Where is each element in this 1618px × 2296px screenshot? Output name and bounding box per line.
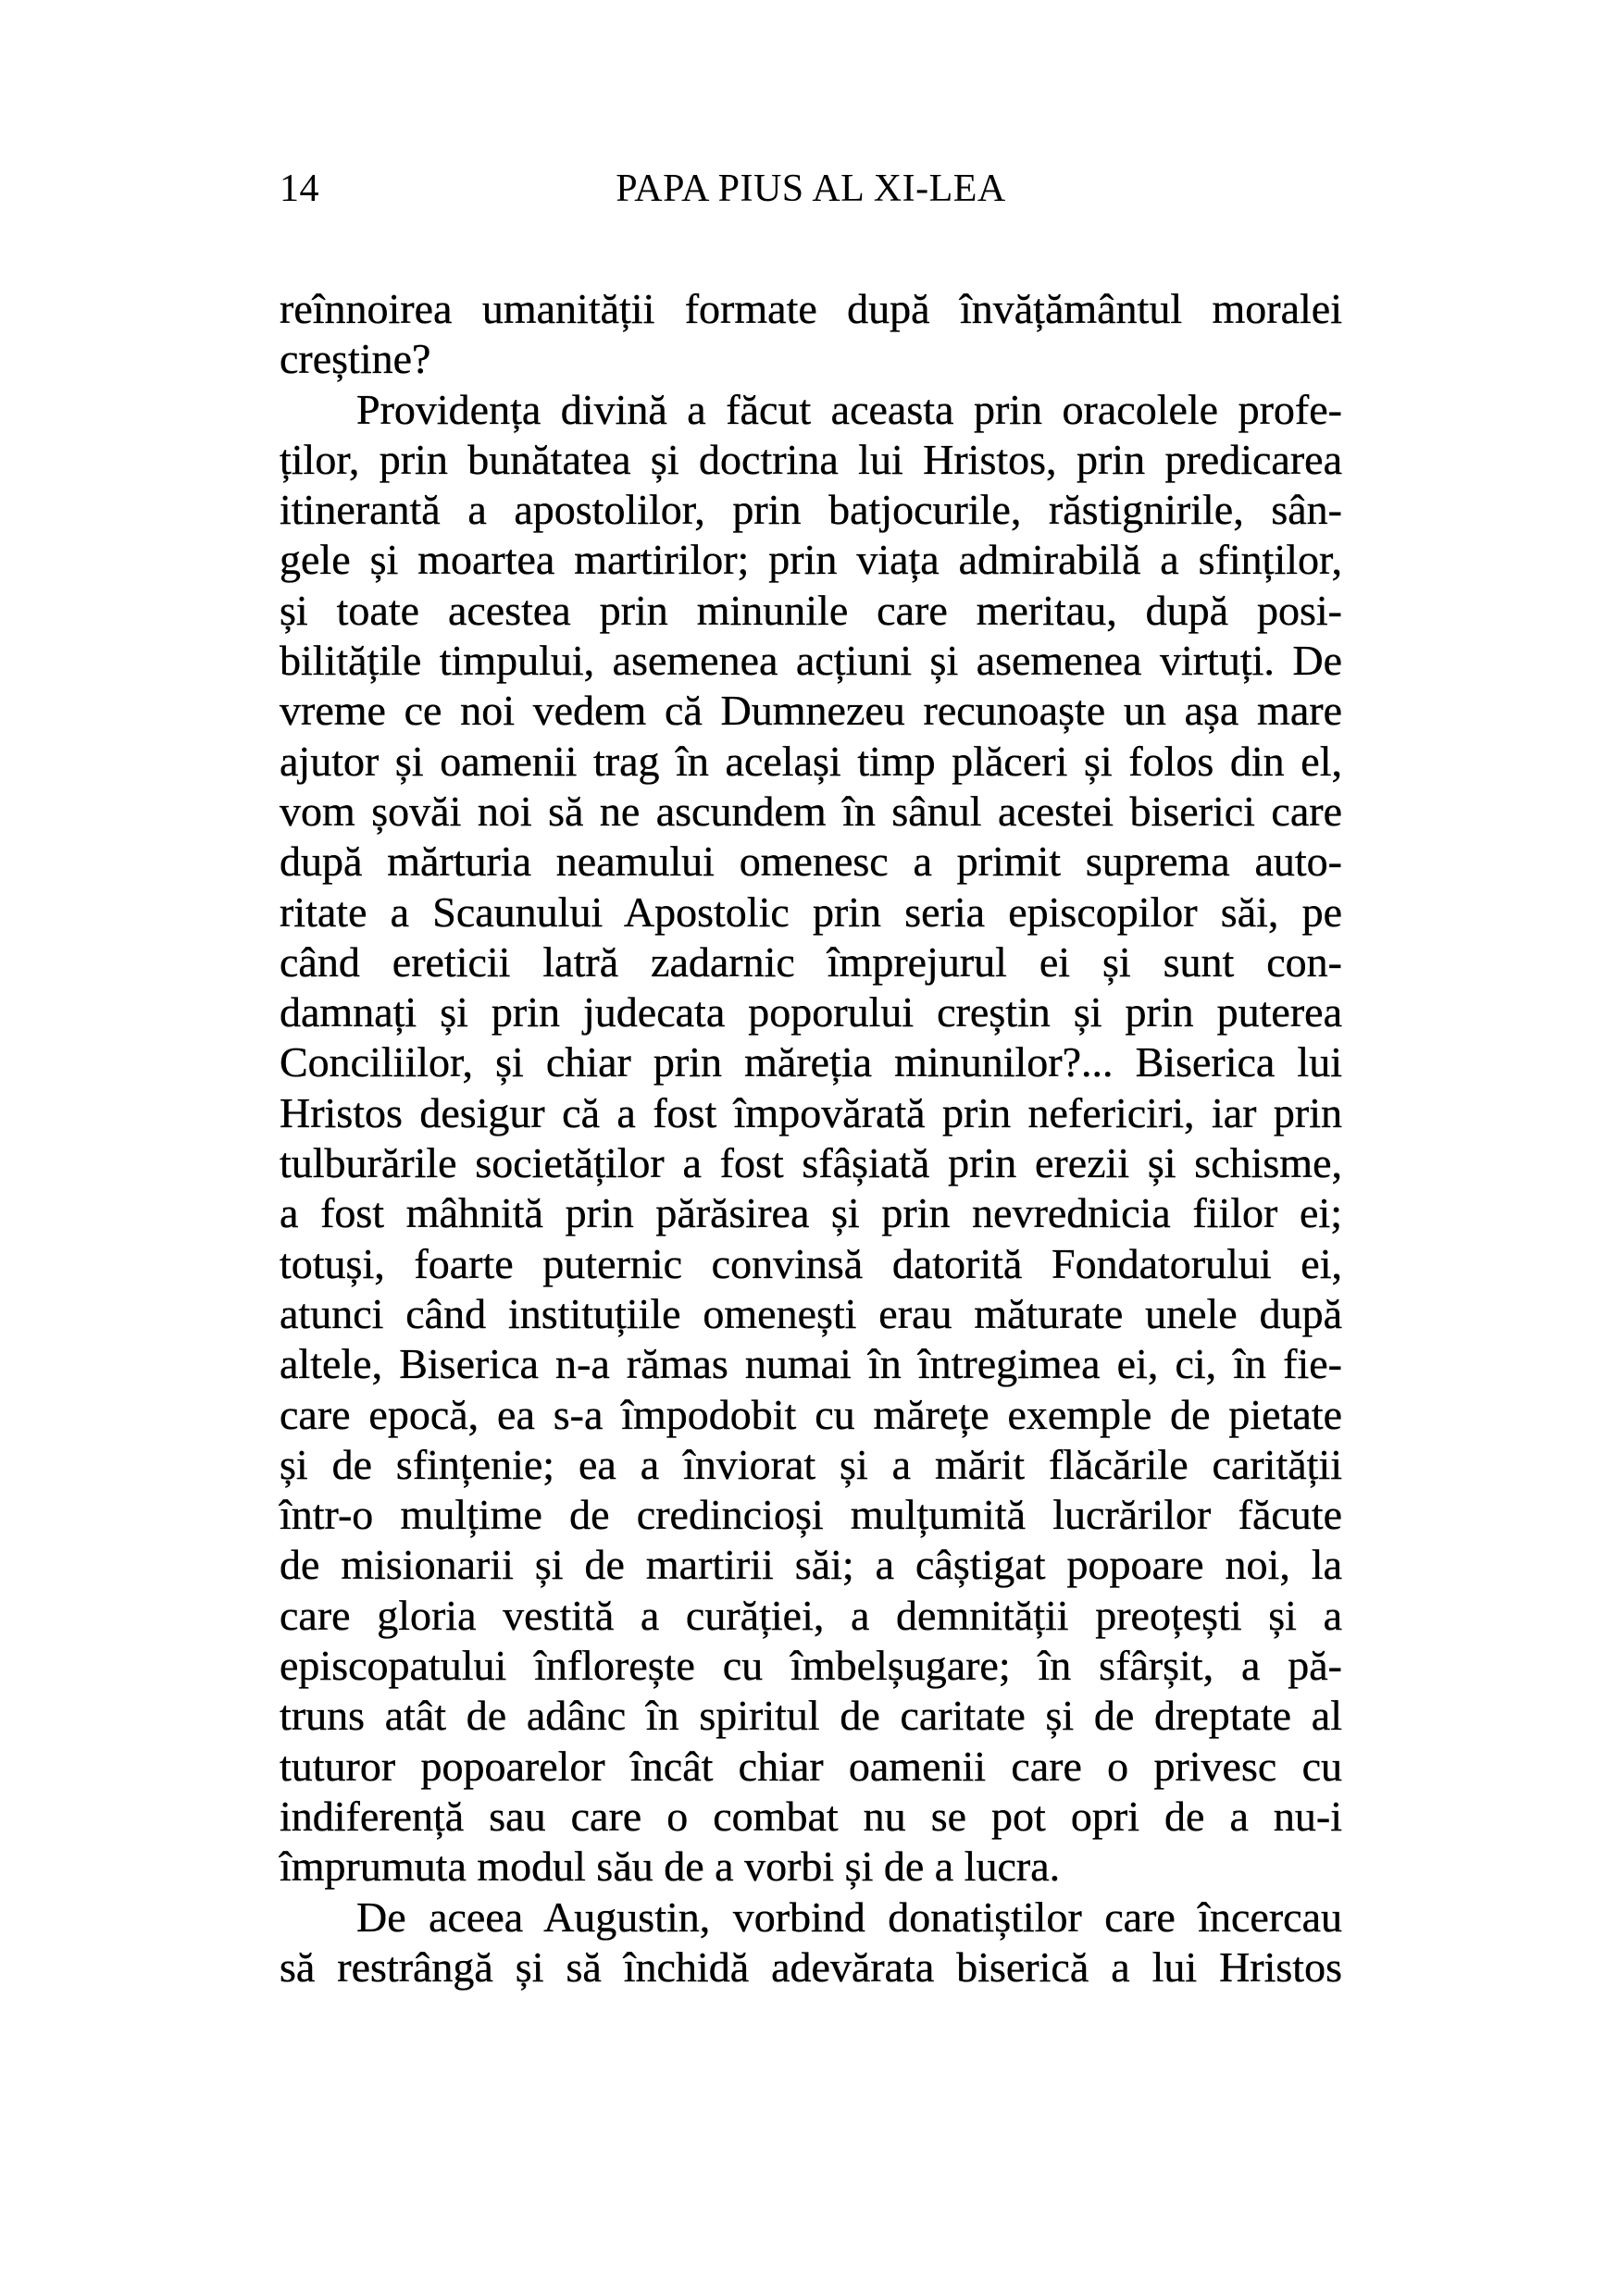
text-line: într-o mulțime de credincioși mulțumită lucrărilor făcute [280,1491,1342,1539]
text-line: de misionarii și de martirii săi; a câștigat popoare noi, la [280,1541,1342,1589]
text-line: tuturor popoarelor încât chiar oamenii care o privesc cu [280,1742,1342,1790]
text-line: vreme ce noi vedem că Dumnezeu recunoaște un așa mare [280,687,1342,735]
page-text [280,284,1342,1992]
text-line: Conciliilor, și chiar prin măreția minunilor?... Biserica lui [280,1038,1342,1086]
text-line: vom șovăi noi să ne ascundem în sânul acestei biserici care [280,787,1342,835]
text-line: altele, Biserica n-a rămas numai în întregimea ei, ci, în fie- [280,1340,1342,1388]
text-line: când ereticii latră zadarnic împrejurul ei și sunt con- [280,937,1342,986]
text-line: și toate acestea prin minunile care meritau, după posi- [280,586,1342,634]
text-line: episcopatului înflorește cu îmbelșugare; în sfârșit, a pă- [280,1642,1342,1690]
text-line: după mărturia neamului omenesc a primit suprema auto- [280,838,1342,886]
text-line: truns atât de adânc în spiritul de caritate și de dreptate al [280,1692,1342,1740]
text-line: și de sfințenie; ea a înviorat și a mărit flăcările carității [280,1440,1342,1488]
text-line: ajutor și oamenii trag în același timp plăceri și folos din el, [280,737,1342,785]
running-header-title: PAPA PIUS AL XI-LEA [616,168,1006,210]
text-line: bilitățile timpului, asemenea acțiuni și asemenea virtuți. De [280,637,1342,685]
page-number: 14 [280,168,319,210]
text-line: tulburările societăților a fost sfâșiată prin erezii și schisme, [280,1139,1342,1187]
text-line: totuși, foarte puternic convinsă datorită Fondatorului ei, [280,1239,1342,1287]
text-line: atunci când instituțiile omenești erau măturate unele după [280,1289,1342,1337]
text-line: ritate a Scaunului Apostolic prin seria episcopilor săi, pe [280,887,1342,936]
text-line: să restrângă și să închidă adevărata biserică a lui Hristos [280,1942,1342,1991]
text-line: ților, prin bunătatea și doctrina lui Hristos, prin predicarea [280,435,1342,483]
text-line: Providența divină a făcut aceasta prin oracolele profe- [356,385,1342,433]
text-line: itinerantă a apostolilor, prin batjocurile, răstignirile, sân- [280,486,1342,534]
running-header [280,167,1342,211]
text-line: reînnoirea umanității formate după învățământul moralei [280,285,1342,332]
text-line: împrumuta modul său de a vorbi și de a lucra. [280,1843,1061,1891]
text-line: De aceea Augustin, vorbind donatiștilor care încercau [356,1893,1342,1941]
text-line: creștine? [280,335,431,383]
text-line: a fost mâhnită prin părăsirea și prin nevrednicia fiilor ei; [280,1189,1342,1237]
text-line: indiferență sau care o combat nu se pot opri de a nu-i [280,1792,1342,1840]
text-line: Hristos desigur că a fost împovărată prin nefericiri, iar prin [280,1088,1342,1136]
text-line: care epocă, ea s-a împodobit cu mărețe exemple de pietate [280,1390,1342,1438]
text-line: gele și moartea martirilor; prin viața admirabilă a sfinților, [280,536,1342,584]
text-line: damnați și prin judecata poporului creștin și prin puterea [280,988,1342,1036]
text-line: care gloria vestită a curăției, a demnității preoțești și a [280,1591,1342,1639]
